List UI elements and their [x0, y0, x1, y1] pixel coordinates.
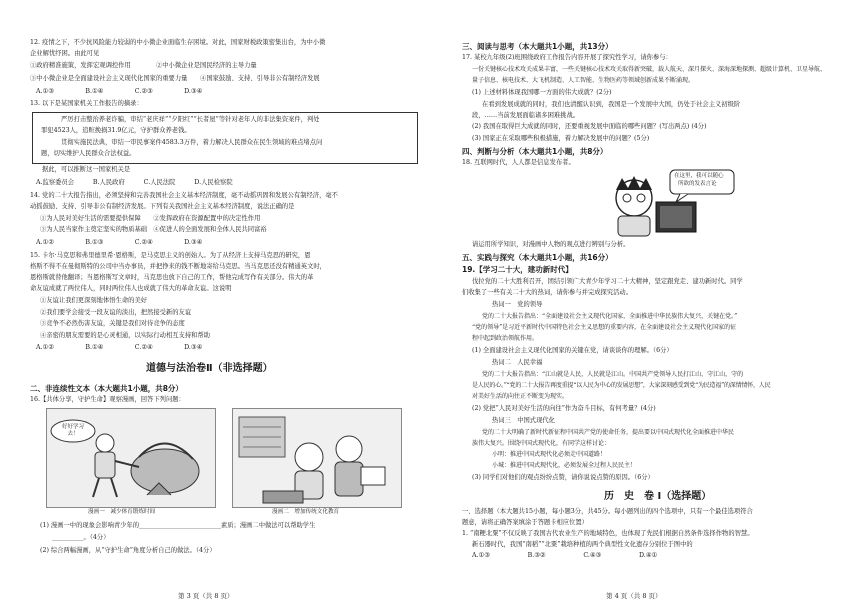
section-4-heading: 四、判断与分析（本大题共1小题，共8分） — [462, 147, 608, 156]
q15-answers: A.①② B.①④ C.②④ D.③④ — [36, 344, 203, 351]
q12-answers: A.①③ B.①④ C.②③ D.③④ — [36, 88, 203, 95]
hotword-1: 热词一 党的领导 — [492, 301, 543, 308]
q17-part2: (2) 我国在取得巨大成就的同时，还要重视发展中面临的哪些问题？(写出两点) (4分) — [472, 123, 707, 130]
q16-part2: (2) 综合两幅漫画，从“守护生命”角度分析自己的做法。（4分） — [40, 547, 216, 554]
hotword-2-text-a: 党的二十大报告指出：“江山就是人民，人民就是江山。中国共产党领导人民打江山、守江山，守的 — [482, 371, 744, 378]
q19-part3: (3) 同学们对他们的观点纷纷点赞，请你说说点赞的原因。（6分） — [472, 474, 654, 481]
q18-ask: 请运用所学知识，对漫画中人物的观点进行辨别与分析。 — [472, 241, 630, 248]
hotword-2-text-c: 对美好生活的向往正不断变为现实。 — [472, 393, 569, 400]
q14-options-1: ①为人民对美好生活的需要提供保障 ②发挥政府在资源配置中的决定性作用 — [40, 215, 261, 222]
hotword-1-text-b: “党的领导”是习近平新时代中国特色社会主义思想的重要内容，在全面建设社会主义现代化国家的征 — [472, 324, 737, 331]
q19-part2: (2) 党把“人民对美好生活的向往”作为奋斗目标，有何考量？(4分) — [472, 405, 656, 412]
q15-option-4: ④亲密的朋友需要的是心灵相通，以实际行动相互支持和帮助 — [40, 332, 211, 339]
q14-options-2: ③为人民当家作主奠定坚实的物质基础 ④促进人的全面发展和全体人民共同富裕 — [40, 226, 267, 233]
section-title-history-1: 历 史 卷 I（选择题） — [604, 491, 712, 502]
hotword-3-text-b: 族伟大复兴。围绕中国式现代化，有同学这样讨论： — [472, 440, 611, 447]
q15-stem-2: 格斯不得不在曼彻斯特的公司中当办事员，并把挣来的钱不断地寄给马克思。当马克思还没有精通英文时， — [30, 263, 326, 270]
cartoon-one-speech: 好好学习去！ — [61, 424, 84, 437]
cartoon-two — [232, 408, 402, 508]
q18-speech-1: 在这里，我可以随心 — [674, 173, 724, 179]
history-instructions-2: 题意，请将正确答案填涂于答题卡相应位置） — [462, 519, 588, 526]
h-q1-stem-2: 新石器时代，我国“南稻”“北粟”栽培种植的两个典型性文化遗存分别位于图中的 — [472, 541, 693, 548]
q13-answers: A.监察委员会 B.人民政府 C.人民法院 D.人民检察院 — [36, 179, 233, 186]
q17-material-1b: 量子信息、核电技术、大飞机制造、人工智能、生物医药等领域创新成果不断涌现。 — [472, 77, 695, 84]
q12-stem-1: 12. 疫情之下，不少抗风险能力较弱的中小微企业面临生存困境。对此，国家财税政策密集出台，为中小微 — [30, 39, 326, 46]
q18-cartoon — [596, 168, 736, 238]
q15-stem-4: 命友谊成就了两位伟人，同时两位伟人也成就了伟大的革命友谊。这说明 — [30, 285, 232, 292]
q13-excerpt-3: 贯彻实施民法典，审结一审民事案件4583.3万件，着力解决人民群众在民生领域的难点堵点问 — [61, 139, 323, 146]
cartoon-one — [46, 408, 216, 508]
dialog-xiaocheng: 小城：推进中国式现代化，必须发展全过程人民民主！ — [492, 462, 637, 469]
cartoon-one-caption: 漫画一 减少体育锻炼时间 — [88, 509, 156, 515]
q17-material-2a: 在看到发展成就的同时，我们也清醒认识到，我国是一个发展中大国，仍处于社会主义初级阶 — [482, 101, 741, 108]
dialog-xiaoming: 小明：推进中国式现代化必须走中国道路！ — [492, 451, 607, 458]
q14-stem-1: 14. 党的二十大报告指出，必须坚持和完善我国社会主义基本经济制度，毫不动摇巩固和发展公有制经济，毫不 — [30, 192, 338, 199]
h-q1-answers: A.①③ B.③② C.④③ D.④① — [472, 552, 658, 559]
q13-ask: 据此，可以推断这一国家机关是 — [42, 166, 131, 173]
q13-excerpt-box — [32, 112, 418, 164]
q12-options-1: ①政府精准施策，发挥宏观调控作用 ②中小微企业是国民经济的主导力量 — [30, 62, 257, 69]
q14-stem-2: 动摇鼓励、支持、引导非公有制经济发展。下列有关我国社会主义基本经济制度，说法正确的是 — [30, 203, 295, 210]
q13-stem: 13. 以下是某国家机关工作报告的摘录： — [30, 100, 143, 107]
hotword-3: 热词三 中国式现代化 — [492, 417, 555, 424]
q18-speech-2: 所欲的发表言论 — [678, 181, 717, 187]
q17-material-1a: 一份关键核心技术攻关成果丰富，一些关键核心技术攻关取得新突破，载人航天、深月探火、深海深地探测、超级计算机、卫星导航、 — [472, 66, 827, 73]
q19-part1: (1) 全面建设社会主义现代化国家的关键在党，请谈谈你的理解。（6分） — [472, 347, 673, 354]
q15-stem-3: 恩格斯就替他翻译；当恩格斯写文章时，马克思也放下自己的工作，帮他完成写作有关部分。伟大的革 — [30, 274, 314, 281]
q17-part3: (3) 国家正在采取哪些积极措施，着力解决发展中的问题？(5分) — [472, 135, 650, 142]
q16-stem: 16.【共体分享，守护生命】观察漫画，回答下列问题： — [30, 396, 185, 403]
q19-title: 19.【学习二十大，建功新时代】 — [462, 265, 573, 274]
hotword-2: 热词二 人民幸福 — [492, 359, 543, 366]
right-page — [436, 0, 860, 608]
q15-option-2: ②我们要学会接受一段友谊的淡出，把然接受新的友谊 — [40, 309, 192, 316]
page-number-right: 第 4 页（共 8 页） — [606, 592, 662, 600]
q17-material-2b: 段，……当前发展面临诸多困难挑战。 — [472, 112, 580, 119]
q17-stem: 17. 某校九年级(2)班围绕政府工作报告内容开展了探究性学习，请你参与： — [462, 54, 672, 61]
q13-excerpt-2: 罪犯4523人，追赃挽损31.9亿元，守护群众养老钱。 — [41, 127, 191, 134]
section-3-heading: 三、阅读与思考（本大题共1小题，共13分） — [462, 42, 613, 51]
h-q1-stem-1: 1. “南粳北粟”不仅反映了我国古代农业生产的地域特色，也体现了先民们根据自然条件选择作物的智慧。 — [462, 530, 754, 537]
page-number-left: 第 3 页（共 8 页） — [178, 592, 234, 600]
q15-stem-1: 15. 卡尔·马克思和弗里德里希·恩格斯，是马克思主义的创始人。为了从经济上支持马克思的研究，恩 — [30, 252, 311, 259]
q19-intro-2: 们收集了一些有关二十大的热词，请你参与并完成探究活动。 — [462, 289, 633, 296]
section-title-ethics-2: 道德与法治卷Ⅱ（非选择题） — [146, 363, 273, 374]
hotword-1-text-a: 党的二十大报告指出：“全面建设社会主义现代化国家，全面推进中华民族伟大复兴，关键在党。” — [482, 313, 738, 320]
q12-stem-2: 企业解忧纾困。由此可见 — [30, 50, 100, 57]
q19-intro-1: 伐拉党的二十大胜利召开，团结引领广大青少年学习二十大精神，坚定跟党走、建功新时代。同学 — [472, 278, 743, 285]
q15-option-3: ③竞争不必然伤害友谊，关键是我们对待竞争的态度 — [40, 320, 185, 327]
history-instructions-1: 一、选择题（本大题共15小题，每小题3分，共45分。每小题列出的四个选项中，只有一个最佳选项符合 — [462, 508, 753, 515]
q15-option-1: ①友谊让我们更深刻地体悟生命的美好 — [40, 297, 148, 304]
q13-excerpt-1: 严厉打击整治养老诈骗，审结“老庆祥”“夕阳红”“长者屋”等针对老年人的非法集资案件，判处 — [61, 116, 320, 123]
cartoon-two-illustration — [233, 409, 401, 507]
q17-part1: (1) 上述材料体现我国哪一方面的伟大成就？(2分) — [472, 89, 612, 96]
q14-answers: A.①② B.①③ C.②④ D.③④ — [36, 239, 203, 246]
hotword-1-text-c: 程中起到政治领航作用。 — [472, 335, 539, 342]
hotword-2-text-b: 是人民的心。”“党的二十大报告再度重提“以人民为中心的发展思想”，大家深刻感受到党“为民造福”的深情情怀，人民 — [472, 382, 771, 389]
q12-options-2: ③中小微企业是全面建设社会主义现代化国家的重要力量 ④国家鼓励、支持、引导非公有制经济发展 — [30, 75, 320, 82]
cartoon-two-caption: 漫画二 增加传统文化教育 — [272, 509, 340, 515]
hotword-3-text-a: 党的二十大明确了新时代新征程中国共产党的使命任务，提出要以中国式现代化全面推进中华民 — [482, 429, 735, 436]
section-5-heading: 五、实践与探究（本大题共1小题，共16分） — [462, 253, 613, 262]
q16-part1-a: (1) 漫画一中的现象会影响青少年的__________________________素质；漫画二中做法可以帮助学生 — [40, 522, 316, 529]
q13-excerpt-4: 题，切实维护人民群众合法权益。 — [41, 150, 136, 157]
section-2-heading: 二、非连续性文本（本大题共1小题，共8分） — [30, 384, 183, 393]
q18-stem: 18. 互联网时代，人人都是信息发布者。 — [462, 159, 575, 166]
q16-part1-b: __________。（4分） — [52, 534, 110, 541]
